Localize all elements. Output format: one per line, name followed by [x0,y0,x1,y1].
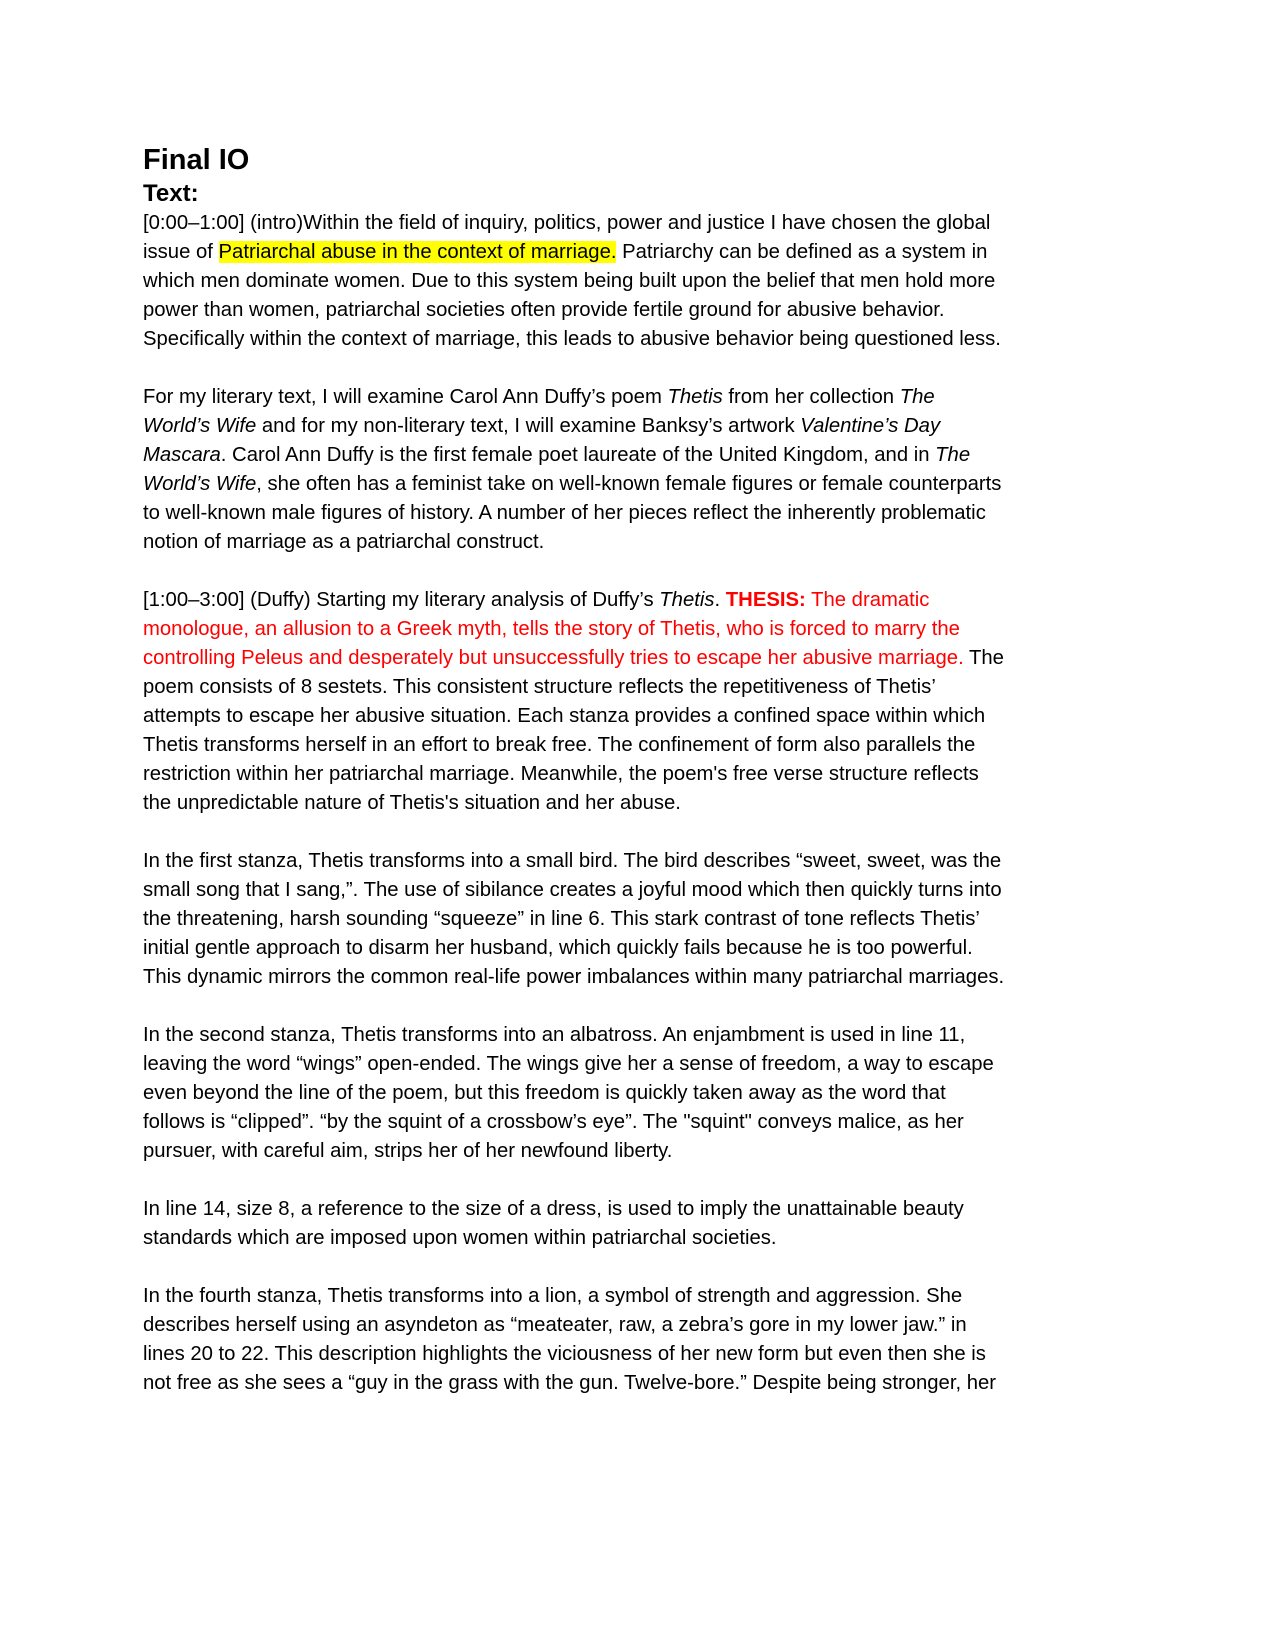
italic-title: The [935,444,971,466]
text-run: , she often has a feminist take on well-known female figures or female counterparts [256,473,1002,495]
text-line [143,586,1103,615]
text-run: from her collection [722,386,900,408]
text-line: pursuer, with careful aim, strips her of her newfound liberty. [143,1140,673,1162]
text-line: In line 14, size 8, a reference to the size of a dress, is used to imply the unattainable beauty [143,1198,964,1220]
italic-title: Thetis [659,589,715,611]
text-line: notion of marriage as a patriarchal construct. [143,531,545,553]
text-run: Patriarchy can be defined as a system in [616,241,988,263]
text-line: lines 20 to 22. This description highlights the viciousness of her new form but even then she is [143,1343,986,1365]
paragraph-line-14 [143,1195,1103,1253]
text-run: [1:00–3:00] (Duffy) Starting my literary analysis of Duffy’s [143,589,660,611]
text-line: In the fourth stanza, Thetis transforms into a lion, a symbol of strength and aggression. She [143,1285,963,1307]
text-line [143,470,1103,499]
italic-title: World’s Wife [143,473,257,495]
text-line: even beyond the line of the poem, but this freedom is quickly taken away as the word that [143,1082,946,1104]
text-line: leaving the word “wings” open-ended. The wings give her a sense of freedom, a way to escape [143,1053,994,1075]
text-line: describes herself using an asyndeton as “meateater, raw, a zebra’s gore in my lower jaw.” in [143,1314,967,1336]
highlighted-global-issue: Patriarchal abuse in the context of marriage. [218,241,617,263]
document-page [143,143,1103,1427]
italic-title: Mascara [143,444,221,466]
text-line [143,383,1103,412]
text-line: which men dominate women. Due to this system being built upon the belief that men hold more [143,270,996,292]
text-line: In the second stanza, Thetis transforms into an albatross. An enjambment is used in line 11, [143,1024,966,1046]
document-title: Final IO [143,144,250,176]
paragraph-thesis [143,586,1103,818]
paragraph-second-stanza [143,1021,1103,1166]
text-line: small song that I sang,”. The use of sibilance creates a joyful mood which then quickly turns into [143,879,1002,901]
text-run: and for my non-literary text, I will examine Banksy’s artwork [256,415,801,437]
italic-title: Thetis [667,386,723,408]
text-line: follows is “clipped”. “by the squint of a crossbow’s eye”. The "squint" conveys malice, as her [143,1111,964,1133]
text-run: issue of [143,241,219,263]
section-heading-text: Text: [143,180,199,207]
thesis-text: controlling Peleus and desperately but unsuccessfully tries to escape her abusive marriage. [143,647,964,669]
paragraph-texts-overview [143,383,1103,557]
text-line: standards which are imposed upon women within patriarchal societies. [143,1227,777,1249]
text-line: initial gentle approach to disarm her husband, which quickly fails because he is too powerful. [143,937,973,959]
paragraph-first-stanza [143,847,1103,992]
thesis-text: The dramatic [805,589,930,611]
text-line: [0:00–1:00] (intro)Within the field of inquiry, politics, power and justice I have chosen the global [143,212,991,234]
text-line: the unpredictable nature of Thetis's situation and her abuse. [143,792,681,814]
text-run: The [963,647,1004,669]
text-line [143,644,1103,673]
text-run: . Carol Ann Duffy is the first female poet laureate of the United Kingdom, and in [220,444,936,466]
text-line: power than women, patriarchal societies often provide fertile ground for abusive behavior. [143,299,945,321]
italic-title: World’s Wife [143,415,257,437]
text-line: not free as she sees a “guy in the grass with the gun. Twelve-bore.” Despite being stronger, her [143,1372,997,1394]
text-run: For my literary text, I will examine Carol Ann Duffy’s poem [143,386,668,408]
paragraph-intro [143,209,1103,354]
text-line: restriction within her patriarchal marriage. Meanwhile, the poem's free verse structure reflects [143,763,979,785]
text-line [143,412,1103,441]
text-run: . [714,589,726,611]
text-line: In the first stanza, Thetis transforms into a small bird. The bird describes “sweet, sweet, was the [143,850,1002,872]
text-line: Thetis transforms herself in an effort to break free. The confinement of form also parallels the [143,734,976,756]
text-line: poem consists of 8 sestets. This consistent structure reflects the repetitiveness of Thetis’ [143,676,936,698]
text-line: the threatening, harsh sounding “squeeze” in line 6. This stark contrast of tone reflects Thetis’ [143,908,980,930]
paragraph-fourth-stanza [143,1282,1103,1398]
italic-title: Valentine’s Day [800,415,941,437]
text-line: Specifically within the context of marriage, this leads to abusive behavior being questioned less. [143,328,1001,350]
text-line: attempts to escape her abusive situation. Each stanza provides a confined space within which [143,705,986,727]
thesis-label: THESIS: [725,589,806,611]
text-line [143,441,1103,470]
text-line: to well-known male figures of history. A number of her pieces reflect the inherently problematic [143,502,986,524]
thesis-text-line: monologue, an allusion to a Greek myth, tells the story of Thetis, who is forced to marry the [143,618,960,640]
text-line: This dynamic mirrors the common real-life power imbalances within many patriarchal marriages. [143,966,1005,988]
text-line [143,238,1103,267]
italic-title: The [899,386,935,408]
